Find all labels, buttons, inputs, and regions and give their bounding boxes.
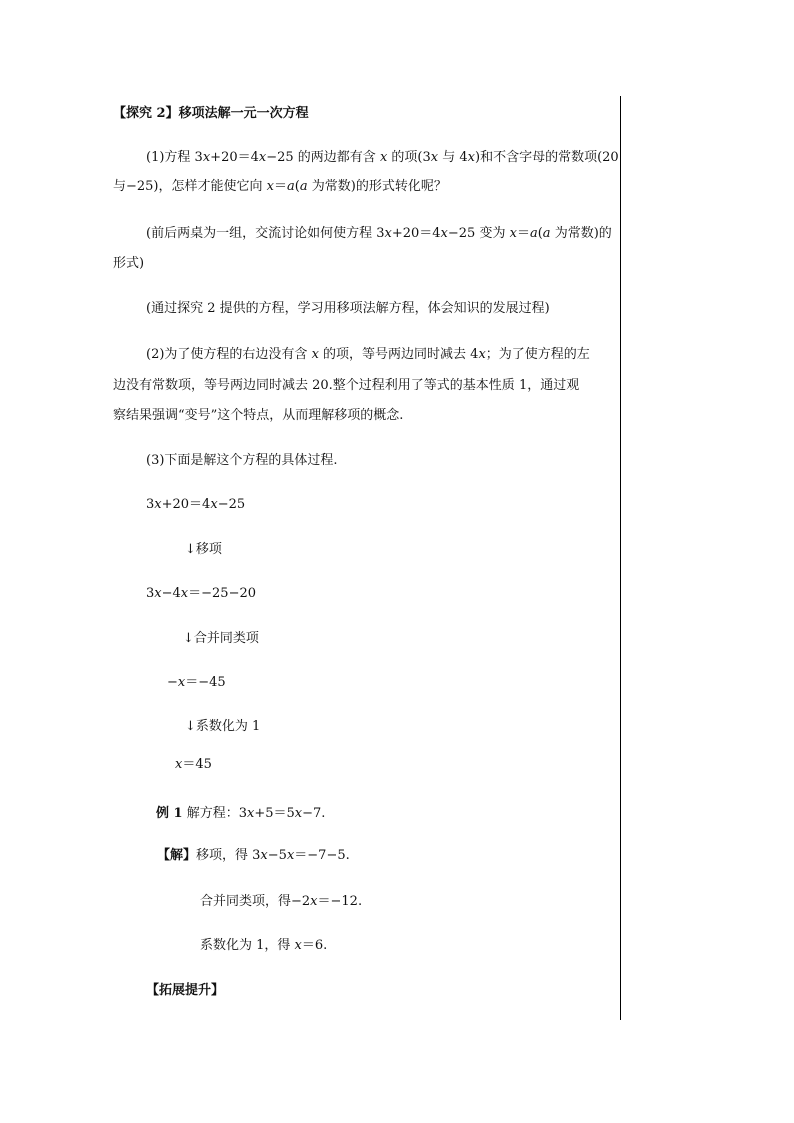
arrow-step-combine: ↓合并同类项 xyxy=(183,631,259,646)
table-border-line xyxy=(620,96,621,1020)
section-title: 【探究 2】移项法解一元一次方程 xyxy=(113,106,309,121)
paragraph-1-line-1: (1)方程 3x+20＝4x−25 的两边都有含 x 的项(3x 与 4x)和不含字母的常数项(20 xyxy=(146,150,619,165)
paragraph-5: (3)下面是解这个方程的具体过程. xyxy=(146,453,338,468)
equation-step-3: −x＝−45 xyxy=(167,675,226,690)
paragraph-1-line-2: 与−25)，怎样才能使它向 x＝a(a 为常数)的形式转化呢？ xyxy=(113,179,447,194)
paragraph-4-line-3: 察结果强调“变号”这个特点，从而理解移项的概念. xyxy=(113,408,404,423)
paragraph-4-line-1: (2)为了使方程的右边没有含 x 的项，等号两边同时减去 4x；为了使方程的左 xyxy=(146,347,590,362)
equation-step-2: 3x−4x＝−25−20 xyxy=(146,586,257,601)
solution-step-3: 系数化为 1，得 x＝6. xyxy=(200,938,328,953)
extension-heading: 【拓展提升】 xyxy=(146,983,225,998)
paragraph-3: (通过探究 2 提供的方程，学习用移项法解方程，体会知识的发展过程) xyxy=(146,301,550,316)
paragraph-4-line-2: 边没有常数项，等号两边同时减去 20.整个过程利用了等式的基本性质 1，通过观 xyxy=(113,378,580,393)
paragraph-2-line-2: 形式) xyxy=(113,256,145,271)
example-1: 例 1 解方程：3x+5＝5x−7. xyxy=(156,806,326,821)
arrow-step-transpose: ↓移项 xyxy=(185,542,222,557)
arrow-step-coefficient: ↓系数化为 1 xyxy=(185,719,261,734)
solution-step-1: 【解】移项，得 3x−5x＝−7−5. xyxy=(157,848,350,863)
solution-step-2: 合并同类项，得−2x＝−12. xyxy=(200,894,363,909)
equation-step-4: x＝45 xyxy=(175,757,212,772)
paragraph-2-line-1: (前后两桌为一组，交流讨论如何使方程 3x+20＝4x−25 变为 x＝a(a 为常数)的 xyxy=(146,226,612,241)
equation-step-1: 3x+20＝4x−25 xyxy=(146,497,246,512)
